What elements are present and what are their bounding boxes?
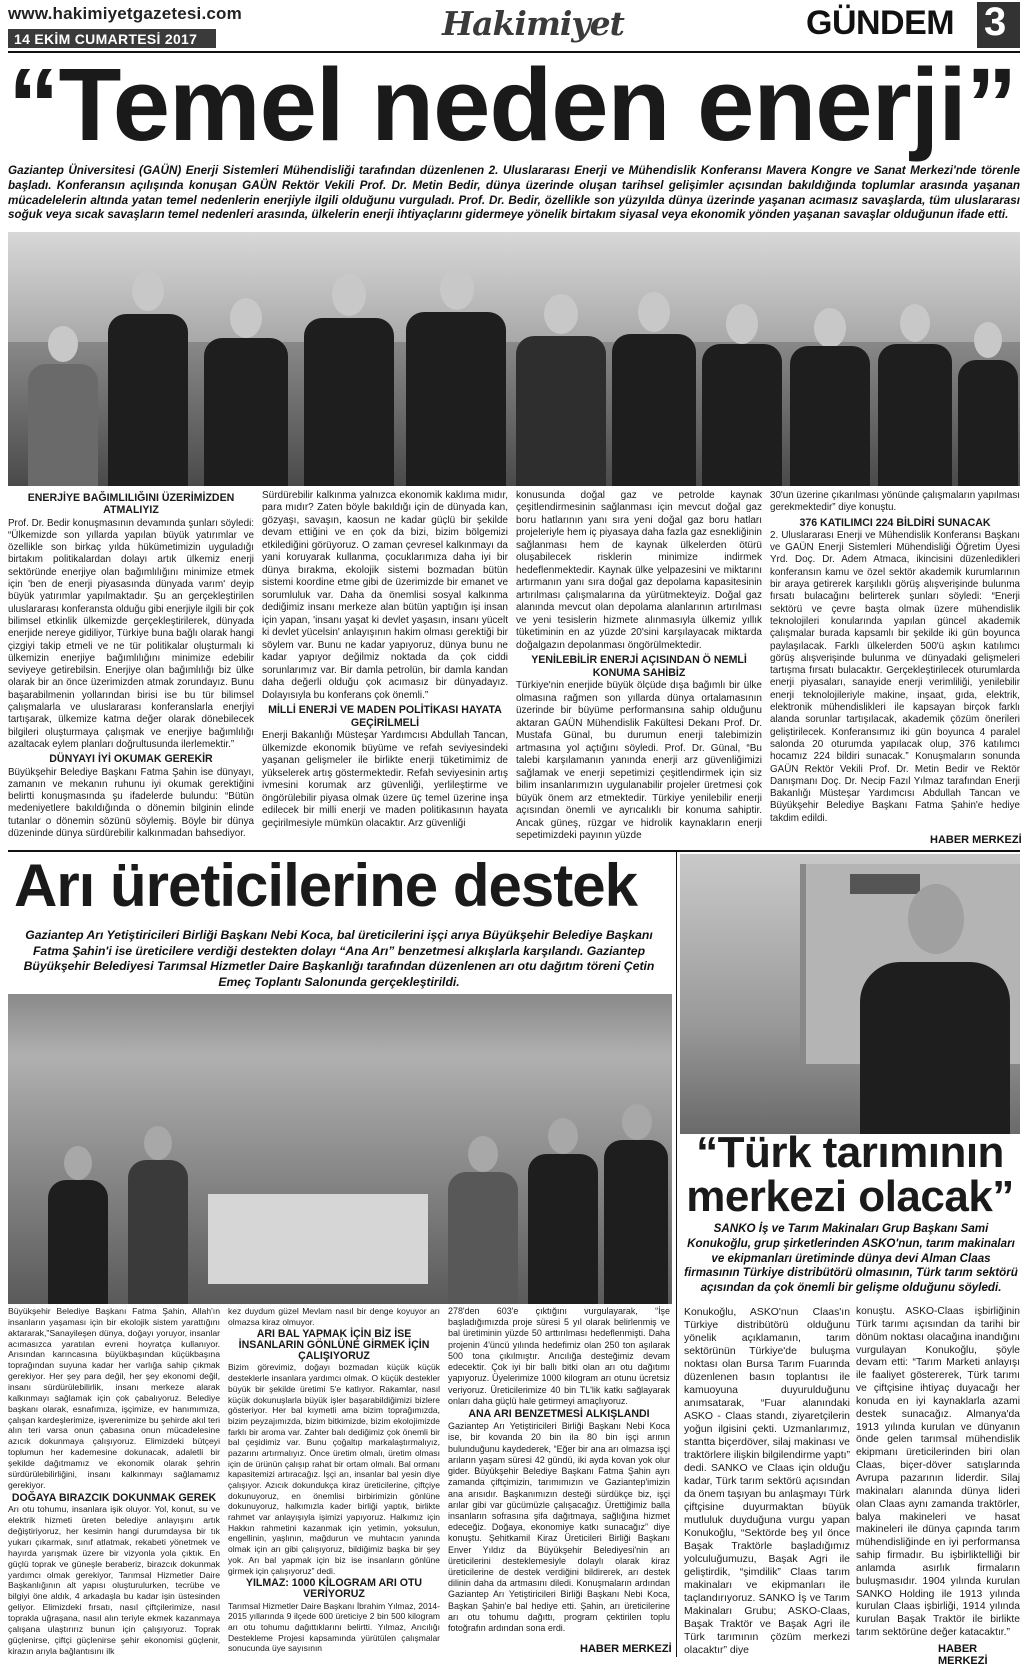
ari-otu-ceremony-photo bbox=[8, 994, 672, 1304]
body-text: Prof. Dr. Bedir konuşmasının devamında şunları söyledi: “Ülkemizde son yıllarda yapılan büyük yatırımlar ve özellikle son birkaç yılda hükümetimizin uyguladığı birtakım politikalardan dolayı artık ülkemiz enerji sektöründe enerjiye olan bağımlılığını minimize etmek için 'ben de enerji piyasasında dünyada varım' deyip büyük yatırımlar yapılmaktadır. Şu an gerçekleştirilen uluslararası konferansta olduğu gibi enerjiyle ilgili bir çok bilimsel etkinlik ülkemizde gerçekleştirilerek, dünyada enerjide nereye gidiliyor, Türkiye buna bağlı olarak hangi çizgiyi takip etmeli ve ne tür politikalar oluşturmalı ki ülkemizin enerjiye bağımlılığını minimize edebilir seviyeye getirebilsin. Enerjiye olan bağımlılığı biz ülke olarak bir an önce üzerimizden atmak zorundayız. Bunu başarabilmenin yollarından birisi ise bu tür bilimsel çalışmalarla ve uluslararası konferanslarla enerjiyi tartışarak, ülkemize katma değer olarak dönebilecek bilgileri oluşturmaya çalışmak ve enerjiye bağımlılığı azaltacak eylem planları doğrultusunda ilerlemektir.” bbox=[8, 517, 254, 750]
suit bbox=[28, 364, 98, 486]
site-url[interactable]: www.hakimiyetgazetesi.com bbox=[8, 4, 242, 23]
suit bbox=[406, 312, 506, 486]
official-8 bbox=[702, 274, 782, 486]
subhead: ANA ARI BENZETMESİ ALKIŞLANDI bbox=[468, 1407, 650, 1420]
attendee-5 bbox=[604, 1090, 668, 1304]
head bbox=[548, 1118, 578, 1154]
body-text: konuştu. ASKO-Claas işbirliğinin Türk tarımı açısından da tarihi bir dönüm noktası olacağına inandığını vurgulayan Konukoğlu, şöyle devam etti: “Tarım Marketi anlayışı ile faaliyet göstererek, Türk tarımı ve çiftçisine ihtiyaç duyacağı her konuda en iyi kaynaklarla azami destek sunacağız. Almanya'da 1913 yılında kurulan ve dünyanın önde gelen tarımsal mühendislik ekipmanı üreticilerinden biri olan Claas, biçer-döver satışlarında Avrupa pazarının liderdir. Silaj makinaları alanında dünya lideri olan Claas aynı zamanda traktörler, balya makineleri ve hasat makineleri ile dünya çapında tarım mühendisliğinde en iyi performansa sahip firmadır. Bu işbirliktelliği bir anlamda asırlık firmaların buluşmasıdır. 1904 yılında kurulan SANKO Holding ile 1913 yılında kurulan Claas işbirliği, 1914 yılında kurulan Başak Traktör ile birlikte tarım sektörüne değer katacaktır.” bbox=[856, 1306, 1020, 1639]
subhead: 376 KATILIMCI 224 BİLDİRİ SUNACAK bbox=[799, 516, 991, 529]
suit bbox=[878, 344, 952, 486]
suit bbox=[204, 338, 288, 486]
masthead-logo: Hakimiyet bbox=[442, 4, 624, 43]
article2-column-3 bbox=[448, 1306, 670, 1634]
body-text: Büyükşehir Belediye Başkanı Fatma Şahin ise dünyayı, zamanın ve mekanın ruhunu iyi okumak gerektiğini belirtti konuşmasında şu ifadelerde bulundu: “Bütün medeniyetlere bakıldığında o dönemin bilginin elinde tutanlar o dönemin sözünü söylemiş. Böyle bir dünya düzeninde dünya sürdürebilir kalkınmadan bahsediyor. bbox=[8, 766, 254, 840]
article3-byline: HABER MERKEZİ bbox=[938, 1643, 988, 1667]
official-2 bbox=[108, 251, 188, 486]
seed-bags-table bbox=[208, 1194, 428, 1284]
article2-column-2 bbox=[228, 1306, 440, 1654]
head bbox=[622, 1104, 652, 1140]
head bbox=[440, 268, 474, 310]
page-number: 3 bbox=[984, 0, 1007, 44]
suit bbox=[304, 318, 394, 486]
suit bbox=[516, 336, 606, 486]
official-9 bbox=[790, 276, 870, 486]
article2-byline: HABER MERKEZİ bbox=[580, 1643, 672, 1655]
konukoglu-photo bbox=[680, 854, 1020, 1134]
suit bbox=[528, 1154, 598, 1304]
official-11 bbox=[958, 292, 1018, 486]
body-text: 278'den 603'e çıktığını vurgulayarak, “İşe başladığımızda proje süresi 5 yıl olarak belirlenmiş ve bal üretiminin yüzde 50 arttırılması hedeflenmişti. Daha projenin 4'üncü yılında hedefimiz olan 250 ton aşılarak 500 tona çıkılmıştır. Arıcılığa desteğimiz devam edecektir. Çok iyi bir ballı bitki olan arı otu dağıtımı yapıyoruz. Üyelerimize 1000 kilogram arı otunu ücretsiz veriyoruz. Üreticilerimize 40 bin TL'lik katkı sağlayarak onları daha güçlü hale getirmeyi amaçlıyoruz. bbox=[448, 1306, 670, 1406]
attendee-2 bbox=[128, 1114, 188, 1304]
suit bbox=[128, 1160, 188, 1304]
subhead: YILMAZ: 1000 KİLOGRAM ARI OTU VERİYORUZ bbox=[245, 1577, 423, 1600]
official-6 bbox=[516, 266, 606, 486]
body-text: Tarımsal Hizmetler Daire Başkanı İbrahim Yılmaz, 2014-2015 yıllarında 9 ilçede 600 üreticiye 2 bin 500 kilogram arı otu tohumu dağıttıklarını belirtti. Yılmaz, Arıcılığı Destekleme Projesi kapsamında yürütülen çalışmalar sonucunda üye sayısının bbox=[228, 1600, 440, 1654]
subhead: DOĞAYA BIRAZCIK DOKUNMAK GEREK bbox=[11, 1491, 217, 1504]
article3-column-2 bbox=[856, 1306, 1020, 1640]
head bbox=[900, 304, 930, 342]
head bbox=[638, 292, 670, 332]
head bbox=[132, 271, 164, 311]
suit bbox=[860, 962, 1010, 1134]
headline-ari-ureticilerine-destek: Arı üreticilerine destek bbox=[14, 852, 637, 919]
section-title: GÜNDEM bbox=[806, 4, 955, 42]
subhead: MİLLİ ENERJİ VE MADEN POLİTİKASI HAYATA GEÇİRİLMELİ bbox=[268, 704, 502, 729]
head bbox=[908, 884, 964, 954]
suit bbox=[108, 314, 188, 486]
body-text: 2. Uluslararası Enerji ve Mühendislik Konferansı Başkanı ve GAÜN Enerji Sistemleri Mühendisliği Öğretim Üyesi Yrd. Doç. Dr. Adem Atmaca, ikincisini düzenledikleri konferansın kamu ve özel sektör akademik kurumlarının bir araya getirerek karşılıklı görüş alışverişinde bulunma fırsatı bulacağını belirterek şunları söyledi: “Enerji sektörü ve çevre başta olmak üzere mühendislik teknolojileri konularında yapılan güncel akademik çalışmalar burada kapsamlı bir şekilde iki gün boyunca paylaşılacak. Farklı ülkelerden 500'ü aşkın katılımcı görüş alışverişinde bulunma ve dünyadaki gelişmeleri tartışma fırsatı bulacaktır. Gerçekleştirilecek oturumlarda enerji piyasaları, sanayide enerji verimliliği, yenilebilir enerji teknolojileriyle makine, inşaat, gıda, elektrik, elektronik mühendislikleri ile kapsayan birçok farklı alanda sorunlar tartışılacak, akademik çözüm önerileri geliştirilecek. Konferansımız iki gün boyunca 4 paralel salonda 20 oturumda yapılacak olup, 376 katılımcı hocamız 224 bildiri sunacak.” Konuşmaların sonunda GAÜN Rektör Vekili Prof. Dr. Metin Bedir ve Rektör Danışmanı Doç. Dr. Necip Fazıl Yılmaz tarafından Enerji Bakanlığı Müsteşar Yardımcısı Abdullah Tancan ve Büyükşehir Belediye Başkanı Fatma Şahin'e hediye takdim edildi. bbox=[770, 529, 1020, 824]
body-text: Türkiye'nin enerjide büyük ölçüde dışa bağımlı bir ülke olmasına rağmen son yıllarda dünya ortalamasının üzerinde bir büyüme performansına sahip olduğunu aktaran GAÜN Mühendislik Fakültesi Dekanı Prof. Dr. Mustafa Günal, bu durumun enerji talebimizin artmasına yol açtığını söyledi. Prof. Dr. Günal, “Bu talebi karşılamanın yanında enerji arz güvenliğimizi sağlamak ve enerji sepetimizi çeşitlendirmek için siz bilim insanlarımızın uygulanabilir projeler üretmesi çok büyük önem arz etmektedir. Türkiye yenilebilir enerji açısından önemli ve ayrıcalıklı bir konuma sahiptir. Ancak güneş, rüzgar ve hidrolik kaynakların enerji sepetimizdeki payının yüzde bbox=[516, 680, 762, 842]
official-5 bbox=[406, 250, 506, 486]
official-1 bbox=[28, 286, 98, 486]
article2-column-1 bbox=[8, 1306, 220, 1657]
headline-temel-neden-enerji: “Temel neden enerji” bbox=[8, 47, 1017, 162]
article3-lead: SANKO İş ve Tarım Makinaları Grup Başkanı Sami Konukoğlu, grup şirketlerinden ASKO'nun, tarım makinaları ve ekipmanları üretiminde dünya devi Alman Claas firmasının Türkiye distribütörü olmasının, Türk tarım sektörü açısından da çok önemli bir gelişme olduğunu söyledi. bbox=[684, 1222, 1018, 1294]
head bbox=[974, 322, 1002, 358]
body-text: Büyükşehir Belediye Başkanı Fatma Şahin, Allah'ın insanların yaşaması için bir ekolojik sistem yarattığını aktararak,"Sanayileşen dünya, doğayı yoruyor, insanlar acımasızca yaratılan evreni hoyratça kullanıyor. Arısından karıncasına büyükbaşından küçükbaşına toprağından suyuna kadar her varlığa sahip çıkmak gerekiyor. Her şey para değil, her şey ekonomi değil, insanı sürdürülebilirlik, insanı merkeze alarak kalkınmayı sağlamak için çok çabalıyoruz. Belediye başkanı olarak, esnafımıza, işçimize, ev hanımımıza, çalışan kardeşlerimize, işverenimize bu şehirde akıl teri alın teri varsa onun çabasına onun mücadelesine azıcık dokunmaya çalışıyoruz. Elimizdeki bütçeyi toplumun her kademesine dokunacak, adaletli bir şekilde dağıtmamız ve ekonomik olarak şehrin sürdürülebilirliğini, insanı kalkınmayı sağlamamız gerekiyor. bbox=[8, 1306, 220, 1490]
head bbox=[726, 304, 758, 344]
suit bbox=[790, 346, 870, 486]
article1-lead: Gaziantep Üniversitesi (GAÜN) Enerji Sistemleri Mühendisliği tarafından düzenlenen 2. Uluslararası Enerji ve Mühendislik Konferansı Mavera Kongre ve Sanat Merkezi'nde törenle başladı. Konferansın açılışında konuşan GAÜN Rektör Vekili Prof. Dr. Metin Bedir, dünya üzerinde oluşan tarihsel gelişimler açısından bakıldığında toplumlar arasında yaşanan mücadelelerin altında yatan temel nedenlerin enerjiyle ilgili olduğunu vurguladı. Prof. Dr. Bedir, özellikle son yüzyılda dünya üzerinde yaşanan acımasız savaşlarda, tüm uluslararası soğuk veya sıcak savaşların temel nedenleri arasında, ülkelerin enerji ihtiyaçlarını gidermeye yönelik birtakım siyasal veya ekonomik yönden yaşanan savaşlar olduğunun ifade etti. bbox=[8, 164, 1020, 222]
article2-lead: Gaziantep Arı Yetiştiricileri Birliği Başkanı Nebi Koca, bal üreticilerini işçi arıya Büyükşehir Belediye Başkanı Fatma Şahin'i ise üreticilere verdiği destekten dolayı “Ana Arı” benzetmesi alkışlarla karşılandı. Gaziantep Büyükşehir Belediyesi Tarımsal Hizmetler Daire Başkanlığı tarafından düzenlenen arı otu dağıtım töreni Çetin Emeç Toplantı Salonunda gerçekleştirildi. bbox=[23, 928, 655, 989]
suit bbox=[604, 1140, 668, 1304]
head bbox=[468, 1136, 498, 1172]
head bbox=[64, 1146, 92, 1180]
suit bbox=[702, 344, 782, 486]
suit bbox=[48, 1180, 108, 1304]
sami-konukoglu bbox=[860, 874, 1010, 1134]
article1-column-1 bbox=[8, 490, 254, 840]
issue-date: 14 EKİM CUMARTESİ 2017 bbox=[14, 31, 198, 47]
body-text: Arı otu tohumu, insanlara işik oluyor. Yol, konut, su ve elektrik hizmeti üreten belediye anlayışını artık değiştiriyoruz, her kesimin hangi durumdaysa bir tık yukarı çıkarmak, sınıf atlatmak, rekabeti yönetmek ve hayırda yarışmak üzere bir vizyonla yola çıktık. En güçlü toprak ve güneşle beraberiz, birazcık dokunmak yardımcı olmak gerekiyor, Tarımsal Hizmetler Daire Başkanlığının alt yapısı oluşturulurken, tecrübe ve bilgiyi öne aldık, 4 arkadaşla bu kadar işin üstesinden geliyor. Elimizdeki fırsatı, nasıl çiftçilerimize, nasıl toprakla uğraşana, nasıl alın teriyle ekmek kazanmaya çalışana ulaştırırız bunun için çalışıyoruz. Toprak güçlenirse, çiftçi güçlenirse şehir ekonomisi güçlenir, kirazın arıyla bağlantısını ilk bbox=[8, 1504, 220, 1656]
headline-turk-tarimi-line1: “Türk tarımının bbox=[696, 1128, 1004, 1177]
official-4 bbox=[304, 254, 394, 486]
official-10 bbox=[878, 272, 952, 486]
official-3 bbox=[204, 268, 288, 486]
subhead: YENİLEBİLİR ENERJİ AÇISINDAN Ö NEMLİ KONUMA SAHİBİZ bbox=[531, 654, 747, 679]
subhead: ENERJİYE BAĞIMLILIĞINI ÜZERİMİZDEN ATMALIYIZ bbox=[27, 492, 235, 517]
conference-photo bbox=[8, 232, 1020, 486]
head bbox=[332, 274, 366, 316]
head bbox=[544, 294, 578, 334]
body-text: Gaziantep Arı Yetiştiricileri Birliği Başkanı Nebi Koca ise, bir kovanda 20 bin ila 80 bin işçi arının bulunduğunu kaydederek, “Eğer bir ana arı olmazsa işçi arıların yaşam süresi 42 gündü, iki ayda kovan yok olur gider. Büyükşehir Belediye Başkanı Fatma Şahin ayrı zamanda çiftçimizin, tarımımızın ve Gaziantep'imizin ana arısıdır. Başkanımızın desteği sürdükçe biz, işçi arılar gibi var gücümüzle çalışacağız. Ürettiğimiz balla insanların sofrasına şifa dağıtmaya, sağlığına hizmet edeceğiz. Doğaya, ekonomiye katkı sunacağız” diye konuştu. Şehitkamil Kiraz Üreticileri Birliği Başkanı Enver Yıldız da Büyükşehir Belediyesi'nin arı üreticilerini desteklemesiyle dolaylı olarak kiraz üreticilerine de destek verdiğini bildirerek, arı destek dilinin daha da artmasını diledi. Konuşmaların ardından Gaziantep Arı Yetiştiricileri Birliği Başkanı Nebi Koca, Başkan Şahin'e bal hediye etti. Şahin, arı üreticilerine arı otu tohumu dağıttı, program çektirilen toplu fotoğrafın ardından sona erdi. bbox=[448, 1421, 670, 1634]
article1-byline: HABER MERKEZİ bbox=[930, 834, 1022, 846]
suit bbox=[958, 360, 1018, 486]
subhead: ARI BAL YAPMAK İÇİN BİZ İSE İNSANLARIN GÖNLÜNE GİRMEK İÇİN ÇALIŞIYORUZ bbox=[238, 1328, 430, 1362]
suit bbox=[612, 334, 696, 486]
body-text: Konukoğlu, ASKO'nun Claas'ın Türkiye distribütörü olduğunu yönelik açıklamanın, tarım sektörünün Türkiye'de buluşma noktası olan Bursa Tarım Fuarında düzenlenen basın toplantısı ile kamuoyuna duyurulduğunu anımsatarak, “Fuar alanındaki ASKO - Claas standı, ziyaretçilerin yoğun ilgisini çekti. Uzmanlarımız, stantta biçerdöver, silaj makinası ve traktörlere ilişkin bilgilendirme yaptı” dedi. SANKO ve Claas için olduğu kadar, Türk tarım sektörü açısından da önem taşıyan bu anlaşmayı Türk çiftçisine duyurmaktan büyük mutluluk duyduğuna vurgu yapan Konukoğlu, “Sektörde beş yıl önce Başak Traktörle başladığımız yolculuğumuzu, Başak Agri ile geliştirdik, “şimdilik” Claas tarım makinaları ve ekipmanları ile taçlandırıyoruz. SANKO İş ve Tarım Makinaları Grubu; ASKO-Claas, Başak Traktör ve Başak Agri ile Türk tarımının çözüm merkezi olacaktır” diye bbox=[684, 1307, 850, 1657]
vertical-divider bbox=[676, 852, 677, 1657]
head bbox=[48, 326, 78, 362]
body-text: 30'un üzerine çıkarılması yönünde çalışmaların yapılması gerekmektedir” diye konuştu. bbox=[770, 490, 1020, 514]
suit bbox=[448, 1172, 518, 1304]
attendee-3 bbox=[448, 1124, 518, 1304]
head bbox=[814, 308, 846, 348]
body-text: Enerji Bakanlığı Müsteşar Yardımcısı Abdullah Tancan, ülkemizde ekonomik büyüme ve refah seviyesindeki yaşanan gelişmeler ile birlikte enerji tüketimimiz de yükselerek artış göstermektedir. Refah seviyesinin artış ivmesini korumak arz güvenliği, yerlileştirme ve öngörülebilir piyasa olmak üzere üç temel üzerine inşa edilecek bir milli enerji ve maden politikasının hayata geçirilmesiyle mümkün olacaktır. Arz güvenliği bbox=[262, 730, 508, 829]
article1-column-2 bbox=[262, 490, 508, 830]
article1-column-4 bbox=[770, 490, 1020, 825]
article3-column-1 bbox=[684, 1306, 850, 1657]
body-text: kez duydum güzel Mevlam nasıl bir denge koyuyor arı olmazsa kiraz olmuyor. bbox=[228, 1306, 440, 1327]
attendee-4 bbox=[528, 1104, 598, 1304]
attendee-1 bbox=[48, 1134, 108, 1304]
official-7 bbox=[612, 264, 696, 486]
body-text: Sürdürebilir kalkınma yalnızca ekonomik kaklıma mıdır, para mıdır? Zaten böyle bakıldığı için de dünyada kan, gözyaşı, savaşın, kaosun ne kadar güçlü bir şekilde devam ettiğini ve en çok da bizi, bizim bölgemizi etkilediğini görüyoruz. O zaman çevresel kalkınmayı da yani koruyarak kullanma, çocuklarımıza daha iyi bir dünya bırakma, ekolojik sistemi bozmadan bütün sistemi koordine etme gibi de üzerimizde bir emanet ve sorumluluk var. Daha da önemlisi sosyal kalkınma dediğimiz insanı merkeze alan bütün yaptığın işi insan için yapan, 'insanı yaşat ki devlet yaşasın, insanı yücelt ki devlet yücelsin' anlayışının hakim olması gerektiği bir söylem var. Bunu ne kadar yapıyoruz, dünya bunu ne kadar yapıyor değilmiz noktada da çok ciddi sorunlarımız var. Bir damla petrolün, bir damla kandan daha değerli olduğu çok acımasız bir dünyadayız. Dolayısıyla bu konferans çok önemli.” bbox=[262, 490, 508, 701]
body-text: Bizim görevimiz, doğayı bozmadan küçük küçük desteklerle insanlara yardımcı olmak. O küçük destekler büyük bir şekilde üretimi 5'e katlıyor. Rakamlar, nasıl küçük dokunuşlarla büyük işler başarabildiğimizi bizlere gösteriyor. Her bal kıymetli ama bizim toprağımızda, bizim peyzajımızda, bizim bitkimizde, bizim ekolojimizde farklı bir aroma var. Zahter balı dediğimiz çok önemli bir bal çeşidimiz var. Bunu çoğaltıp markalaştırmalıyız, pazarını artırmalıyız. Önce üretim olmalı, üretim olması için de ürünün çalışıp rahat bir ortam olmalı. Bal ormanı kapasitemizi artıracağız. İşçi arı, insanlar bal yesin diye çalışıyor. Azıcık dokundukça kiraz üreticilerine, çiftçiye dokunuyoruz, en önemlisi birbirimizin gönlüne dokunuyoruz, halkımızla kader birliği yaptık, birlikte rahmet var anlayışıyla işimizi yapıyoruz. Halkımız için Hakkın rahmetini kazanmak için yetimin, yoksulun, engellinin, yaşlının, mağdurun ve muhtacın yanında olmak için arı gibi çalışıyoruz, bildiğimiz başka bir şey yok. Arı bal yapmak için biz ise insanların gönlüne girmek için çalışıyoruz” dedi. bbox=[228, 1362, 440, 1576]
article1-column-3 bbox=[516, 490, 762, 843]
head bbox=[230, 298, 262, 338]
body-text: konusunda doğal gaz ve petrolde kaynak çeşitlendirmesinin sağlanması için mevcut doğal gaz boru hatlarının yanı sıra yeni doğal gaz boru hatları projeleriyle hem iç piyasaya daha fazla gaz esnekliğinin sağlanması hem de kaynak ülkelerden ötürü oluşabilecek risklerin minimize indirmek hedeflenmektedir. Kaynak ülke yelpazesini ve miktarını artırmanın yanı sıra doğal gaz depolama kapasitesinin artırılması çalışmalarına da yürütmekteyiz. Doğal gaz alanında mevcut olan depolama alanlarının artırılması ve yeni tesislerin hizmete alınmasıyla ülkemiz yıllık tüketiminin en az yüzde 20'sini karşılayacak miktarda doğalgazın depolanması öngörülmektedir. bbox=[516, 490, 762, 651]
head bbox=[144, 1126, 172, 1160]
headline-turk-tarimi-line2: merkezi olacak” bbox=[686, 1172, 1014, 1221]
subhead: DÜNYAYI İYİ OKUMAK GEREKİR bbox=[49, 753, 213, 766]
